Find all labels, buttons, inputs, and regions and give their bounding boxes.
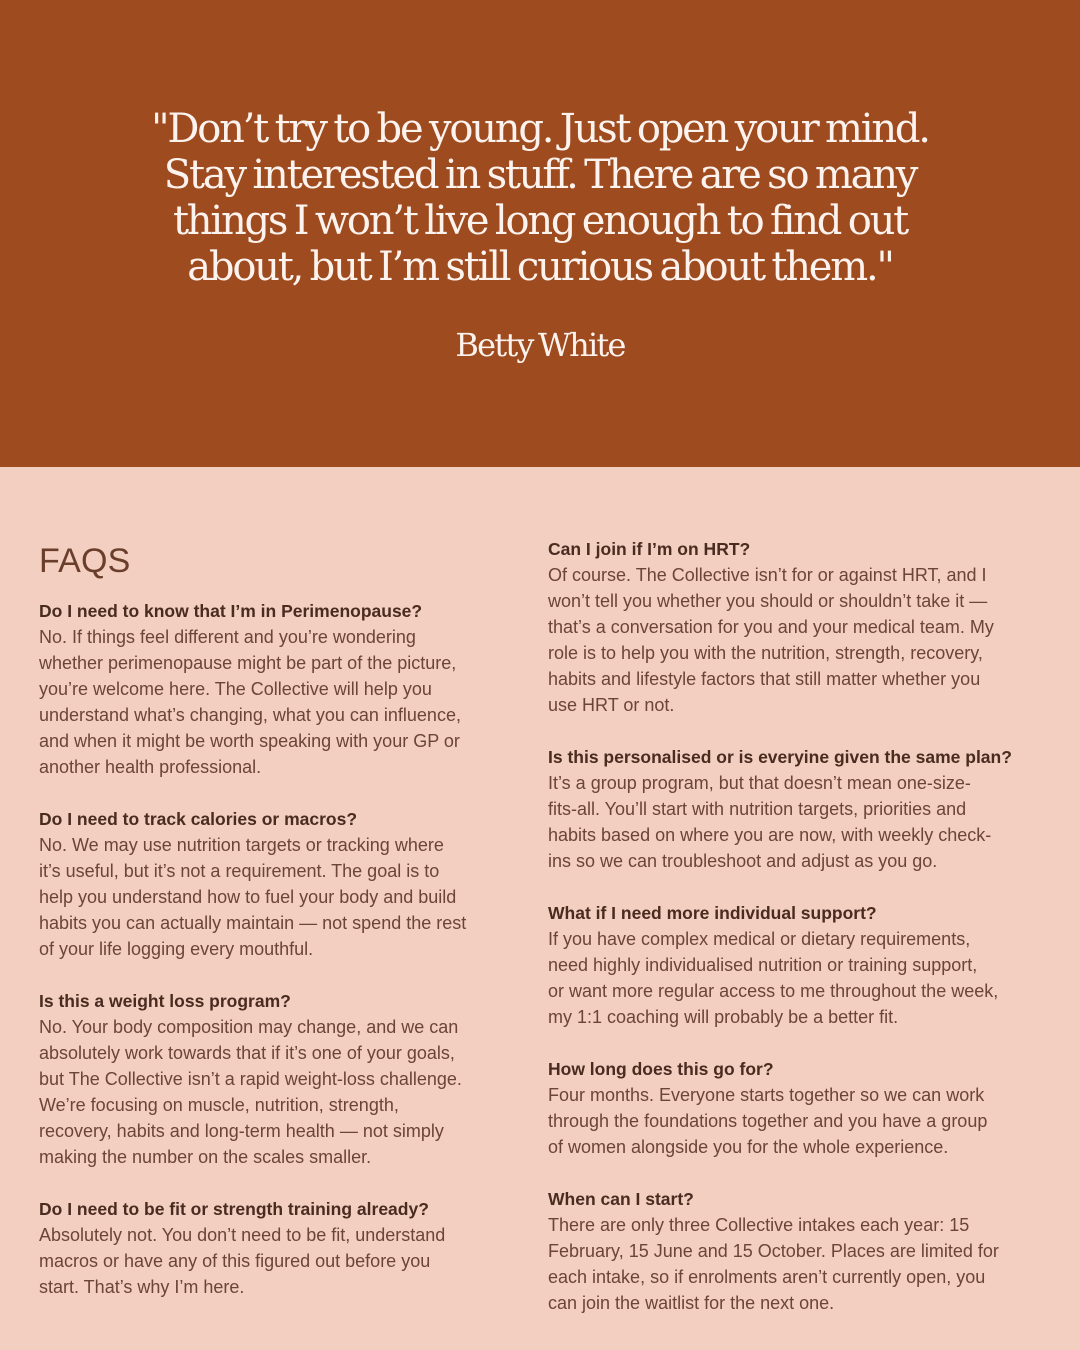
answer-line: habits based on where you are now, with weekly check- <box>548 825 992 845</box>
answer-line: start. That’s why I’m here. <box>39 1277 245 1297</box>
quote-author: Betty White <box>455 326 625 364</box>
faqs-heading: FAQS <box>39 542 131 580</box>
answer-line: ins so we can troubleshoot and adjust as you go. <box>548 851 938 871</box>
quote-line: about, but I’m still curious about them." <box>187 244 893 290</box>
quote-text <box>90 106 990 290</box>
faq-item <box>39 806 466 962</box>
answer-line: We’re focusing on muscle, nutrition, strength, <box>39 1095 399 1115</box>
answer-line: habits you can actually maintain — not spend the rest <box>39 913 467 933</box>
faq-item <box>548 1056 987 1160</box>
faq-answer <box>39 1014 462 1170</box>
answer-line: of your life logging every mouthful. <box>39 939 314 959</box>
answer-line: my 1:1 coaching will probably be a better fit. <box>548 1007 899 1027</box>
answer-line: fits-all. You’ll start with nutrition targets, priorities and <box>548 799 967 819</box>
faq-question: Do I need to be fit or strength training already? <box>39 1199 429 1219</box>
answer-line: another health professional. <box>39 757 262 777</box>
answer-line: need highly individualised nutrition or training support, <box>548 955 978 975</box>
faq-item <box>548 900 998 1030</box>
faq-question: Is this a weight loss program? <box>39 991 291 1011</box>
answer-line: February, 15 June and 15 October. Places are limited for <box>548 1241 999 1261</box>
answer-line: whether perimenopause might be part of the picture, <box>39 653 457 673</box>
answer-line: Absolutely not. You don’t need to be fit, understand <box>39 1225 446 1245</box>
answer-line: role is to help you with the nutrition, strength, recovery, <box>548 643 983 663</box>
answer-line: No. Your body composition may change, and we can <box>39 1017 459 1037</box>
answer-line: but The Collective isn’t a rapid weight-loss challenge. <box>39 1069 462 1089</box>
answer-line: Of course. The Collective isn’t for or against HRT, and I <box>548 565 987 585</box>
quote-line: Stay interested in stuff. There are so many <box>163 152 917 198</box>
faq-item <box>39 598 461 780</box>
answer-line: No. If things feel different and you’re wondering <box>39 627 416 647</box>
answer-line: making the number on the scales smaller. <box>39 1147 372 1167</box>
answer-line: that’s a conversation for you and your medical team. My <box>548 617 994 637</box>
answer-line: won’t tell you whether you should or shouldn’t take it — <box>548 591 988 611</box>
answer-line: macros or have any of this figured out before you <box>39 1251 431 1271</box>
answer-line: No. We may use nutrition targets or tracking where <box>39 835 444 855</box>
faq-item <box>548 744 1012 874</box>
quote-line: things I won’t live long enough to find out <box>172 198 908 244</box>
quote-banner <box>0 0 1080 467</box>
answer-line: absolutely work towards that if it’s one of your goals, <box>39 1043 455 1063</box>
answer-line: habits and lifestyle factors that still matter whether you <box>548 669 981 689</box>
answer-line: of women alongside you for the whole experience. <box>548 1137 949 1157</box>
faq-question: Do I need to know that I’m in Perimenopause? <box>39 601 423 621</box>
answer-line: you’re welcome here. The Collective will help you <box>39 679 432 699</box>
faq-answer <box>548 770 1012 874</box>
answer-line: recovery, habits and long-term health — not simply <box>39 1121 444 1141</box>
answer-line: There are only three Collective intakes each year: 15 <box>548 1215 970 1235</box>
answer-line: it’s useful, but it’s not a requirement. The goal is to <box>39 861 440 881</box>
faq-item <box>39 988 462 1170</box>
faq-answer <box>39 624 461 780</box>
faq-answer <box>548 1212 999 1316</box>
answer-line: help you understand how to fuel your body and build <box>39 887 457 907</box>
faq-answer <box>548 1082 987 1160</box>
quote-line: "Don’t try to be young. Just open your mind. <box>151 106 929 152</box>
answer-line: or want more regular access to me throughout the week, <box>548 981 999 1001</box>
faq-item <box>548 536 994 718</box>
faq-item <box>548 1186 999 1316</box>
faq-question: When can I start? <box>548 1189 694 1209</box>
faq-question: Do I need to track calories or macros? <box>39 809 358 829</box>
faq-answer <box>39 1222 445 1300</box>
faq-question: Can I join if I’m on HRT? <box>548 539 751 559</box>
answer-line: It’s a group program, but that doesn’t mean one-size- <box>548 773 971 793</box>
faq-answer <box>548 926 998 1030</box>
answer-line: through the foundations together and you have a group <box>548 1111 988 1131</box>
faq-item <box>39 1196 445 1300</box>
faq-question: Is this personalised or is everyine given the same plan? <box>548 747 1012 767</box>
faq-answer <box>548 562 994 718</box>
faq-answer <box>39 832 466 962</box>
faq-question: How long does this go for? <box>548 1059 774 1079</box>
answer-line: can join the waitlist for the next one. <box>548 1293 835 1313</box>
answer-line: Four months. Everyone starts together so we can work <box>548 1085 985 1105</box>
answer-line: use HRT or not. <box>548 695 675 715</box>
faq-question: What if I need more individual support? <box>548 903 877 923</box>
answer-line: If you have complex medical or dietary requirements, <box>548 929 971 949</box>
answer-line: understand what’s changing, what you can influence, <box>39 705 461 725</box>
answer-line: and when it might be worth speaking with your GP or <box>39 731 460 751</box>
answer-line: each intake, so if enrolments aren’t currently open, you <box>548 1267 986 1287</box>
